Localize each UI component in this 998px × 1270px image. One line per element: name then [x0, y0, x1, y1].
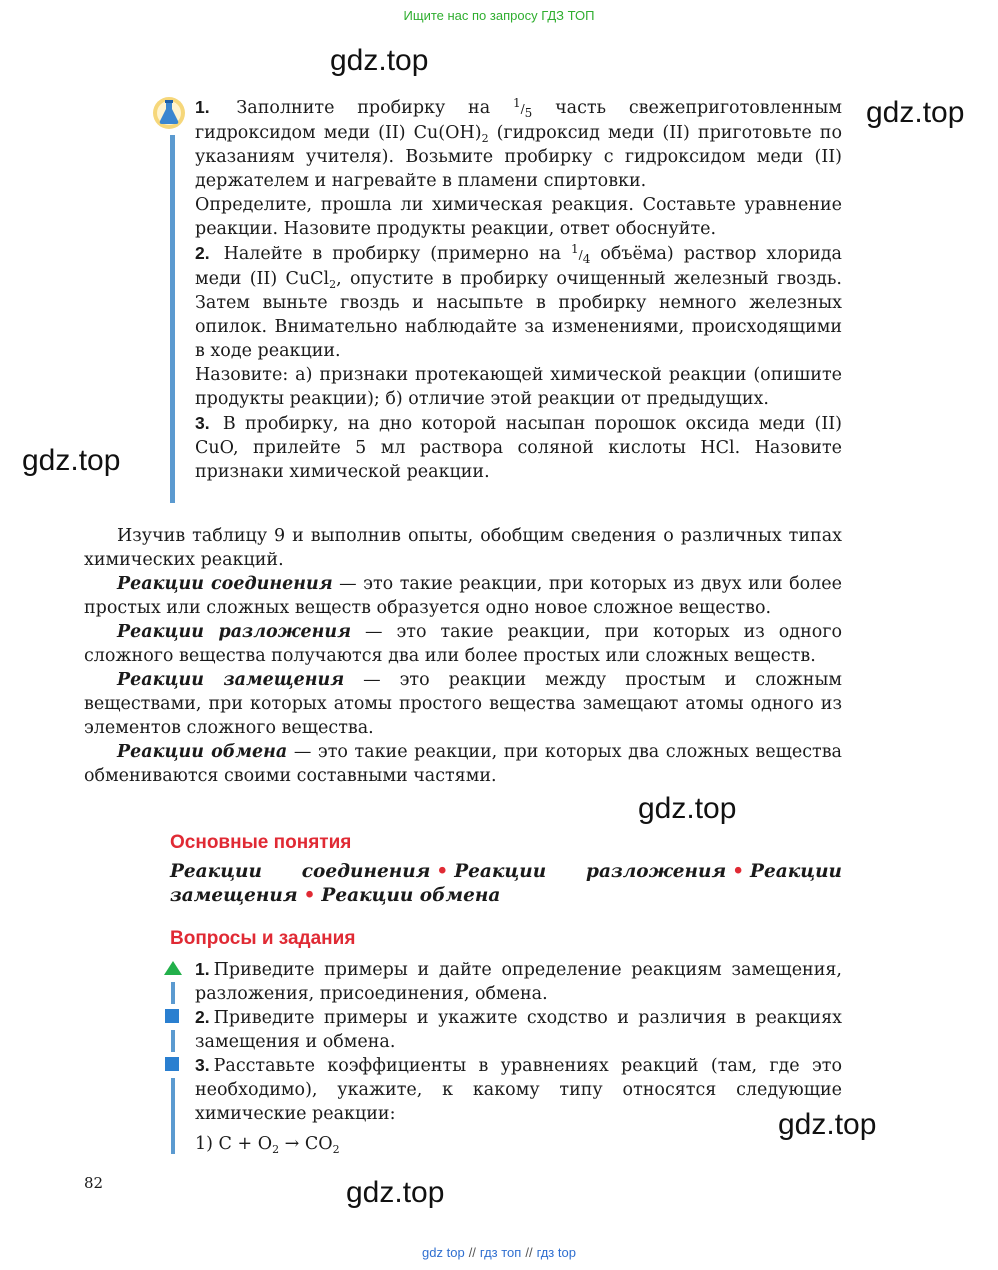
definition-paragraph: Реакции разложения — это такие реакции, при которых из одного сложного вещества получаются два или более простых или сложных веществ. — [84, 622, 842, 666]
item-number: 2. — [195, 243, 210, 263]
experiment-1-task: Определите, прошла ли химическая реакция. Составьте уравнение реакции. Назовите продукты реакции, ответ обоснуйте. — [195, 195, 842, 239]
definition-paragraph: Реакции обмена — это такие реакции, при которых два сложных вещества обмениваются своими составными частями. — [84, 742, 842, 786]
item-number: 1. — [195, 97, 210, 117]
definition-paragraph: Реакции соединения — это такие реакции, при которых из двух или более простых или сложных веществ образуется одно новое сложное вещество. — [84, 574, 842, 618]
questions-title: Вопросы и задания — [170, 928, 356, 949]
watermark: gdz.top — [638, 792, 737, 825]
watermark: gdz.top — [866, 96, 965, 129]
bullet: • — [303, 885, 316, 906]
experiment-bar — [170, 135, 175, 503]
intro-paragraph: Изучив таблицу 9 и выполнив опыты, обобщим сведения о различных типах химических реакций. — [84, 526, 842, 570]
question-3: 3. Расставьте коэффициенты в уравнениях реакций (там, где это необходимо), укажите, к какому типу относятся следующие химические реакции: 1) $C + O_2 \to CO_2$ — [195, 1055, 842, 1156]
watermark: gdz.top — [346, 1176, 445, 1209]
question-bar — [171, 1030, 175, 1052]
triangle-icon — [164, 961, 182, 975]
watermark: gdz.top — [330, 44, 429, 77]
square-icon — [165, 1009, 179, 1023]
question-bar — [171, 1078, 175, 1154]
footer-link[interactable]: гдз топ — [479, 1245, 522, 1260]
fraction: 1/5 — [512, 96, 533, 120]
square-icon — [165, 1057, 179, 1071]
experiment-2-task: Назовите: а) признаки протекающей химической реакции (опишите продукты реакции); б) отличие этой реакции от предыдущих. — [195, 365, 842, 409]
footer-link[interactable]: gdz top — [422, 1245, 465, 1260]
concepts-title: Основные понятия — [170, 832, 352, 853]
concept: Реакции соединения — [170, 861, 431, 882]
footer-link[interactable]: гдз top — [536, 1245, 576, 1260]
concepts-list — [170, 860, 842, 908]
item-number: 3. — [195, 413, 210, 433]
question-1: 1. Приведите примеры и дайте определение реакциям замещения, разложения, присоединения, обмена. — [195, 959, 842, 1004]
main-text — [84, 524, 842, 788]
fraction: 1/4 — [571, 242, 591, 266]
experiment-3: 3. В пробирку, на дно которой насыпан порошок оксида меди (II) CuO, прилейте 5 мл раствора соляной кислоты HCl. Назовите признаки химической реакции. — [195, 413, 842, 482]
term: Реакции замещения — [117, 670, 345, 690]
equation: 1) $C + O_2 \to CO_2$ — [195, 1134, 340, 1156]
experiment-2: 2. Налейте в пробирку (примерно на 1/4 объёма) раствор хлорида меди (II) CuCl$_2$, опустите в пробирку очищенный железный гвоздь. Затем выньте гвоздь и насыпьте в пробирку немного железных опилок. Внимательно наблюдайте за изменениями, происходящими в ходе реакции. — [195, 242, 842, 361]
concept: Реакции замещения — [170, 861, 842, 906]
definition-paragraph: Реакции замещения — это реакции между простым и сложным веществами, при которых атомы простого вещества замещают атомы одного из элементов сложного вещества. — [84, 670, 842, 738]
question-bar — [171, 982, 175, 1004]
concept: Реакции разложения — [454, 861, 727, 882]
bullet: • — [436, 861, 449, 882]
question-2: 2. Приведите примеры и укажите сходство и различия в реакциях замещения и обмена. — [195, 1007, 842, 1052]
bullet: • — [732, 861, 745, 882]
bottom-banner: gdz top // гдз топ // гдз top — [422, 1245, 576, 1260]
watermark: gdz.top — [22, 444, 121, 477]
flask-icon — [152, 94, 186, 132]
watermark: gdz.top — [778, 1108, 877, 1141]
term: Реакции соединения — [117, 574, 333, 594]
experiment-1: 1. Заполните пробирку на 1/5 часть свежеприготовленным гидроксидом меди (II) $Cu(OH)_2$ (гидроксид меди (II) приготовьте по указаниям учителя). Возьмите пробирку с гидроксидом меди (II) держателем и нагревайте в пламени спиртовки. — [195, 96, 842, 191]
term: Реакции обмена — [117, 742, 288, 762]
item-number: 1. — [195, 959, 210, 979]
term: Реакции разложения — [117, 622, 352, 642]
item-number: 3. — [195, 1055, 210, 1075]
experiment-text — [195, 95, 842, 484]
concept: Реакции обмена — [321, 885, 501, 906]
item-number: 2. — [195, 1007, 210, 1027]
page-number: 82 — [84, 1174, 104, 1192]
top-banner[interactable]: Ищите нас по запросу ГДЗ ТОП — [403, 8, 595, 23]
